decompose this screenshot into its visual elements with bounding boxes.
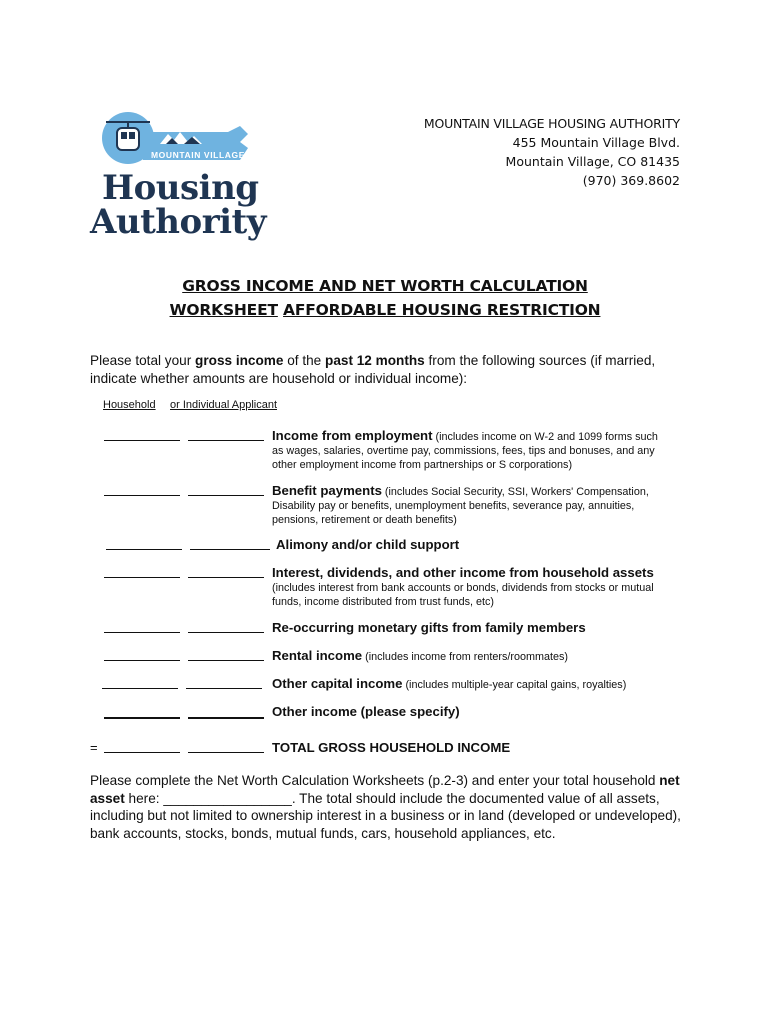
individual-amount-field[interactable] bbox=[188, 577, 264, 578]
row-label: Other capital income (includes multiple-year capital gains, royalties) bbox=[272, 676, 627, 691]
row-label: Other income (please specify) bbox=[272, 704, 460, 719]
housing-authority-logo bbox=[88, 104, 278, 250]
row-label: Benefit payments (includes Social Security, SSI, Workers' Compensation, bbox=[272, 483, 649, 498]
household-amount-field[interactable] bbox=[104, 717, 180, 719]
total-equals-sign: = bbox=[90, 740, 98, 755]
individual-amount-field[interactable] bbox=[186, 688, 262, 689]
row-label: Income from employment (includes income on W-2 and 1099 forms such bbox=[272, 428, 658, 443]
household-total-field[interactable] bbox=[104, 752, 180, 753]
row-detail-1: (includes interest from bank accounts or bonds, dividends from stocks or mutual bbox=[272, 582, 654, 594]
household-amount-field[interactable] bbox=[104, 495, 180, 496]
closing-text-2: here: _________________. The total should include the documented value of all assets, including but not limited to ownership interest in a business or in land (developed or undeveloped), bank accounts, stocks, bonds, mutual funds, cars, household appliances, etc. bbox=[90, 790, 681, 841]
row-detail-2: other employment income from partnerships or S corporations) bbox=[272, 459, 573, 471]
agency-name: MOUNTAIN VILLAGE HOUSING AUTHORITY bbox=[423, 116, 680, 131]
page-title bbox=[0, 274, 770, 322]
logo-tagline: MOUNTAIN VILLAGE bbox=[151, 150, 245, 160]
closing-text-1: Please complete the Net Worth Calculation Worksheets (p.2-3) and enter your total household bbox=[90, 773, 660, 788]
intro-text-1: Please total your bbox=[90, 353, 196, 368]
agency-phone: (970) 369.8602 bbox=[582, 173, 680, 188]
column-header-individual: or Individual Applicant bbox=[170, 399, 278, 411]
household-amount-field[interactable] bbox=[104, 660, 180, 661]
row-detail-1: Disability pay or benefits, unemployment benefits, severance pay, annuities, bbox=[272, 500, 635, 512]
intro-text-3: from the following sources (if married, indicate whether amounts are household or individual income): bbox=[90, 353, 656, 386]
title-line2a: WORKSHEET bbox=[169, 301, 278, 319]
household-amount-field[interactable] bbox=[102, 688, 178, 689]
row-detail-2: funds, income distributed from trust funds, etc) bbox=[272, 596, 495, 608]
row-label: Interest, dividends, and other income from household assets bbox=[272, 565, 654, 580]
agency-street: 455 Mountain Village Blvd. bbox=[512, 135, 680, 150]
intro-text-2: of the bbox=[283, 353, 326, 368]
individual-amount-field[interactable] bbox=[188, 717, 264, 719]
individual-total-field[interactable] bbox=[188, 752, 264, 753]
agency-address-block bbox=[424, 114, 680, 190]
individual-amount-field[interactable] bbox=[190, 549, 270, 550]
household-amount-field[interactable] bbox=[106, 549, 182, 550]
row-detail-1: as wages, salaries, overtime pay, commissions, fees, tips and bonuses, and any bbox=[272, 445, 655, 457]
title-line2b: AFFORDABLE HOUSING RESTRICTION bbox=[283, 301, 601, 319]
individual-amount-field[interactable] bbox=[188, 632, 264, 633]
logo-word-housing: Housing bbox=[102, 168, 259, 208]
intro-bold-gross-income: gross income bbox=[195, 353, 284, 368]
intro-bold-period: past 12 months bbox=[325, 353, 425, 368]
row-label: Alimony and/or child support bbox=[276, 537, 460, 552]
row-label: Rental income (includes income from renters/roommates) bbox=[272, 648, 568, 663]
row-label: Re-occurring monetary gifts from family members bbox=[272, 620, 586, 635]
household-amount-field[interactable] bbox=[104, 577, 180, 578]
intro-paragraph bbox=[90, 352, 690, 388]
agency-city: Mountain Village, CO 81435 bbox=[505, 154, 680, 169]
individual-amount-field[interactable] bbox=[188, 495, 264, 496]
closing-bold-net-asset: net asset bbox=[90, 773, 680, 806]
row-label: TOTAL GROSS HOUSEHOLD INCOME bbox=[272, 740, 511, 755]
net-worth-paragraph bbox=[90, 772, 690, 842]
individual-amount-field[interactable] bbox=[188, 660, 264, 661]
logo-word-authority: Authority bbox=[90, 202, 266, 242]
column-header-household: Household bbox=[103, 399, 156, 411]
household-amount-field[interactable] bbox=[104, 632, 180, 633]
title-line1: GROSS INCOME AND NET WORTH CALCULATION bbox=[182, 277, 588, 295]
key-gondola-logo-icon bbox=[88, 104, 278, 174]
individual-amount-field[interactable] bbox=[188, 440, 264, 441]
household-amount-field[interactable] bbox=[104, 440, 180, 441]
row-detail-2: pensions, retirement or death benefits) bbox=[272, 514, 457, 526]
